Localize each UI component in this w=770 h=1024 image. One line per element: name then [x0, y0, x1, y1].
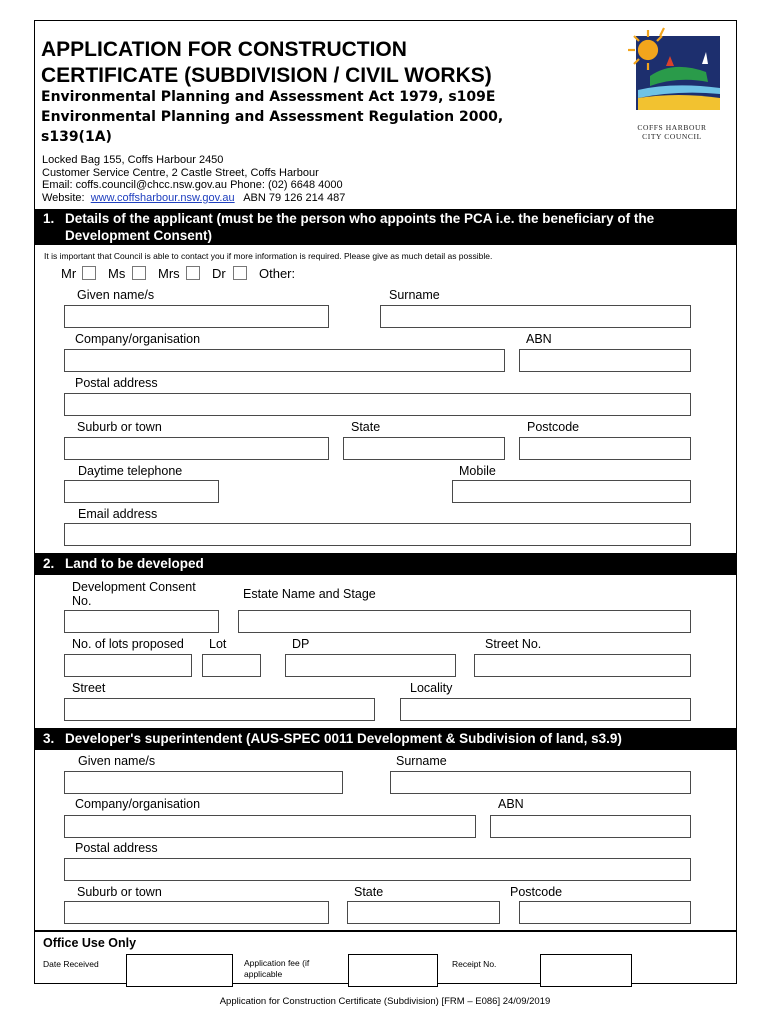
dp-label: DP	[292, 637, 310, 651]
superintendent-postal-input[interactable]	[64, 858, 691, 881]
website-link[interactable]: www.coffsharbour.nsw.gov.au	[90, 191, 235, 204]
estate-input[interactable]	[238, 610, 691, 633]
contact-details: Locked Bag 155, Coffs Harbour 2450 Customer Service Centre, 2 Castle Street, Coffs Harbour Email: coffs.council@chcc.nsw.gov.au Phone: (02) 6648 4000 Website: www.coffsharbour.nsw.gov.au ABN 79 126 214 487	[42, 154, 346, 204]
superintendent-state-label: State	[354, 885, 384, 899]
section3-header: 3. Developer's superintendent (AUS-SPEC 0011 Development & Subdivision of land, s3.9)	[35, 728, 736, 750]
superintendent-company-label: Company/organisation	[75, 797, 201, 811]
superintendent-suburb-input[interactable]	[64, 901, 329, 924]
dev-consent-input[interactable]	[64, 610, 219, 633]
applicant-postcode-label: Postcode	[527, 420, 580, 434]
council-logo-icon	[618, 24, 726, 120]
applicant-given-name-label: Given name/s	[77, 288, 155, 302]
applicant-suburb-input[interactable]	[64, 437, 329, 460]
title-ms-checkbox[interactable]	[132, 266, 146, 280]
applicant-postal-label: Postal address	[75, 376, 158, 390]
lot-input[interactable]	[202, 654, 261, 677]
applicant-daytime-phone-label: Daytime telephone	[78, 464, 183, 478]
street-input[interactable]	[64, 698, 375, 721]
superintendent-suburb-label: Suburb or town	[77, 885, 162, 899]
superintendent-surname-input[interactable]	[390, 771, 691, 794]
dp-input[interactable]	[285, 654, 456, 677]
logo-text-line2: CITY COUNCIL	[642, 132, 702, 141]
title-ms-label: Ms	[108, 266, 126, 281]
street-label: Street	[72, 681, 106, 695]
dev-consent-label: Development Consent No.	[72, 580, 196, 608]
council-logo	[618, 24, 726, 146]
locality-input[interactable]	[400, 698, 691, 721]
superintendent-postal-label: Postal address	[75, 841, 158, 855]
section1-header: 1. Details of the applicant (must be the person who appoints the PCA i.e. the beneficiary of the Development Consent)	[35, 209, 736, 245]
section2-header: 2. Land to be developed	[35, 553, 736, 575]
lots-label: No. of lots proposed	[72, 637, 184, 651]
applicant-company-label: Company/organisation	[75, 332, 201, 346]
date-received-label: Date Received	[43, 959, 99, 969]
superintendent-given-name-label: Given name/s	[78, 754, 156, 768]
applicant-abn-label: ABN	[526, 332, 552, 346]
applicant-state-input[interactable]	[343, 437, 505, 460]
superintendent-postcode-input[interactable]	[519, 901, 691, 924]
superintendent-surname-label: Surname	[396, 754, 447, 768]
receipt-no-input[interactable]	[540, 954, 632, 987]
title-mrs-checkbox[interactable]	[186, 266, 200, 280]
applicant-given-name-input[interactable]	[64, 305, 329, 328]
applicant-mobile-input[interactable]	[452, 480, 691, 503]
street-no-input[interactable]	[474, 654, 691, 677]
logo-text-line1: COFFS HARBOUR	[637, 123, 707, 132]
applicant-abn-input[interactable]	[519, 349, 691, 372]
applicant-surname-input[interactable]	[380, 305, 691, 328]
superintendent-abn-input[interactable]	[490, 815, 691, 838]
application-fee-input[interactable]	[348, 954, 438, 987]
applicant-email-input[interactable]	[64, 523, 691, 546]
lot-label: Lot	[209, 637, 227, 651]
applicant-company-input[interactable]	[64, 349, 505, 372]
application-fee-label: Application fee (if applicable	[244, 958, 310, 979]
superintendent-given-name-input[interactable]	[64, 771, 343, 794]
applicant-mobile-label: Mobile	[459, 464, 496, 478]
office-use-title: Office Use Only	[43, 936, 137, 950]
locality-label: Locality	[410, 681, 453, 695]
title-mrs-label: Mrs	[158, 266, 180, 281]
title-dr-checkbox[interactable]	[233, 266, 247, 280]
title-other-label: Other:	[259, 266, 296, 281]
title-dr-label: Dr	[212, 266, 226, 281]
superintendent-company-input[interactable]	[64, 815, 476, 838]
lots-input[interactable]	[64, 654, 192, 677]
applicant-postal-input[interactable]	[64, 393, 691, 416]
street-no-label: Street No.	[485, 637, 542, 651]
office-divider	[35, 930, 736, 932]
superintendent-state-input[interactable]	[347, 901, 500, 924]
date-received-input[interactable]	[126, 954, 233, 987]
estate-label: Estate Name and Stage	[243, 587, 376, 601]
applicant-email-label: Email address	[78, 507, 158, 521]
superintendent-postcode-label: Postcode	[510, 885, 563, 899]
superintendent-abn-label: ABN	[498, 797, 524, 811]
receipt-no-label: Receipt No.	[452, 959, 497, 969]
applicant-surname-label: Surname	[389, 288, 440, 302]
title-mr-checkbox[interactable]	[82, 266, 96, 280]
legislation-subtitle: Environmental Planning and Assessment Act 1979, s109E Environmental Planning and Assessment Regulation 2000, s139(1A)	[41, 89, 504, 145]
applicant-suburb-label: Suburb or town	[77, 420, 162, 434]
applicant-state-label: State	[351, 420, 381, 434]
applicant-postcode-input[interactable]	[519, 437, 691, 460]
applicant-daytime-phone-input[interactable]	[64, 480, 219, 503]
title-mr-label: Mr	[61, 266, 77, 281]
page-title: APPLICATION FOR CONSTRUCTION CERTIFICATE (SUBDIVISION / CIVIL WORKS)	[41, 38, 492, 87]
section1-note: It is important that Council is able to contact you if more information is required. Please give as much detail as possible.	[44, 251, 493, 261]
page-footer: Application for Construction Certificate (Subdivision) [FRM – E086] 24/09/2019	[219, 996, 551, 1007]
